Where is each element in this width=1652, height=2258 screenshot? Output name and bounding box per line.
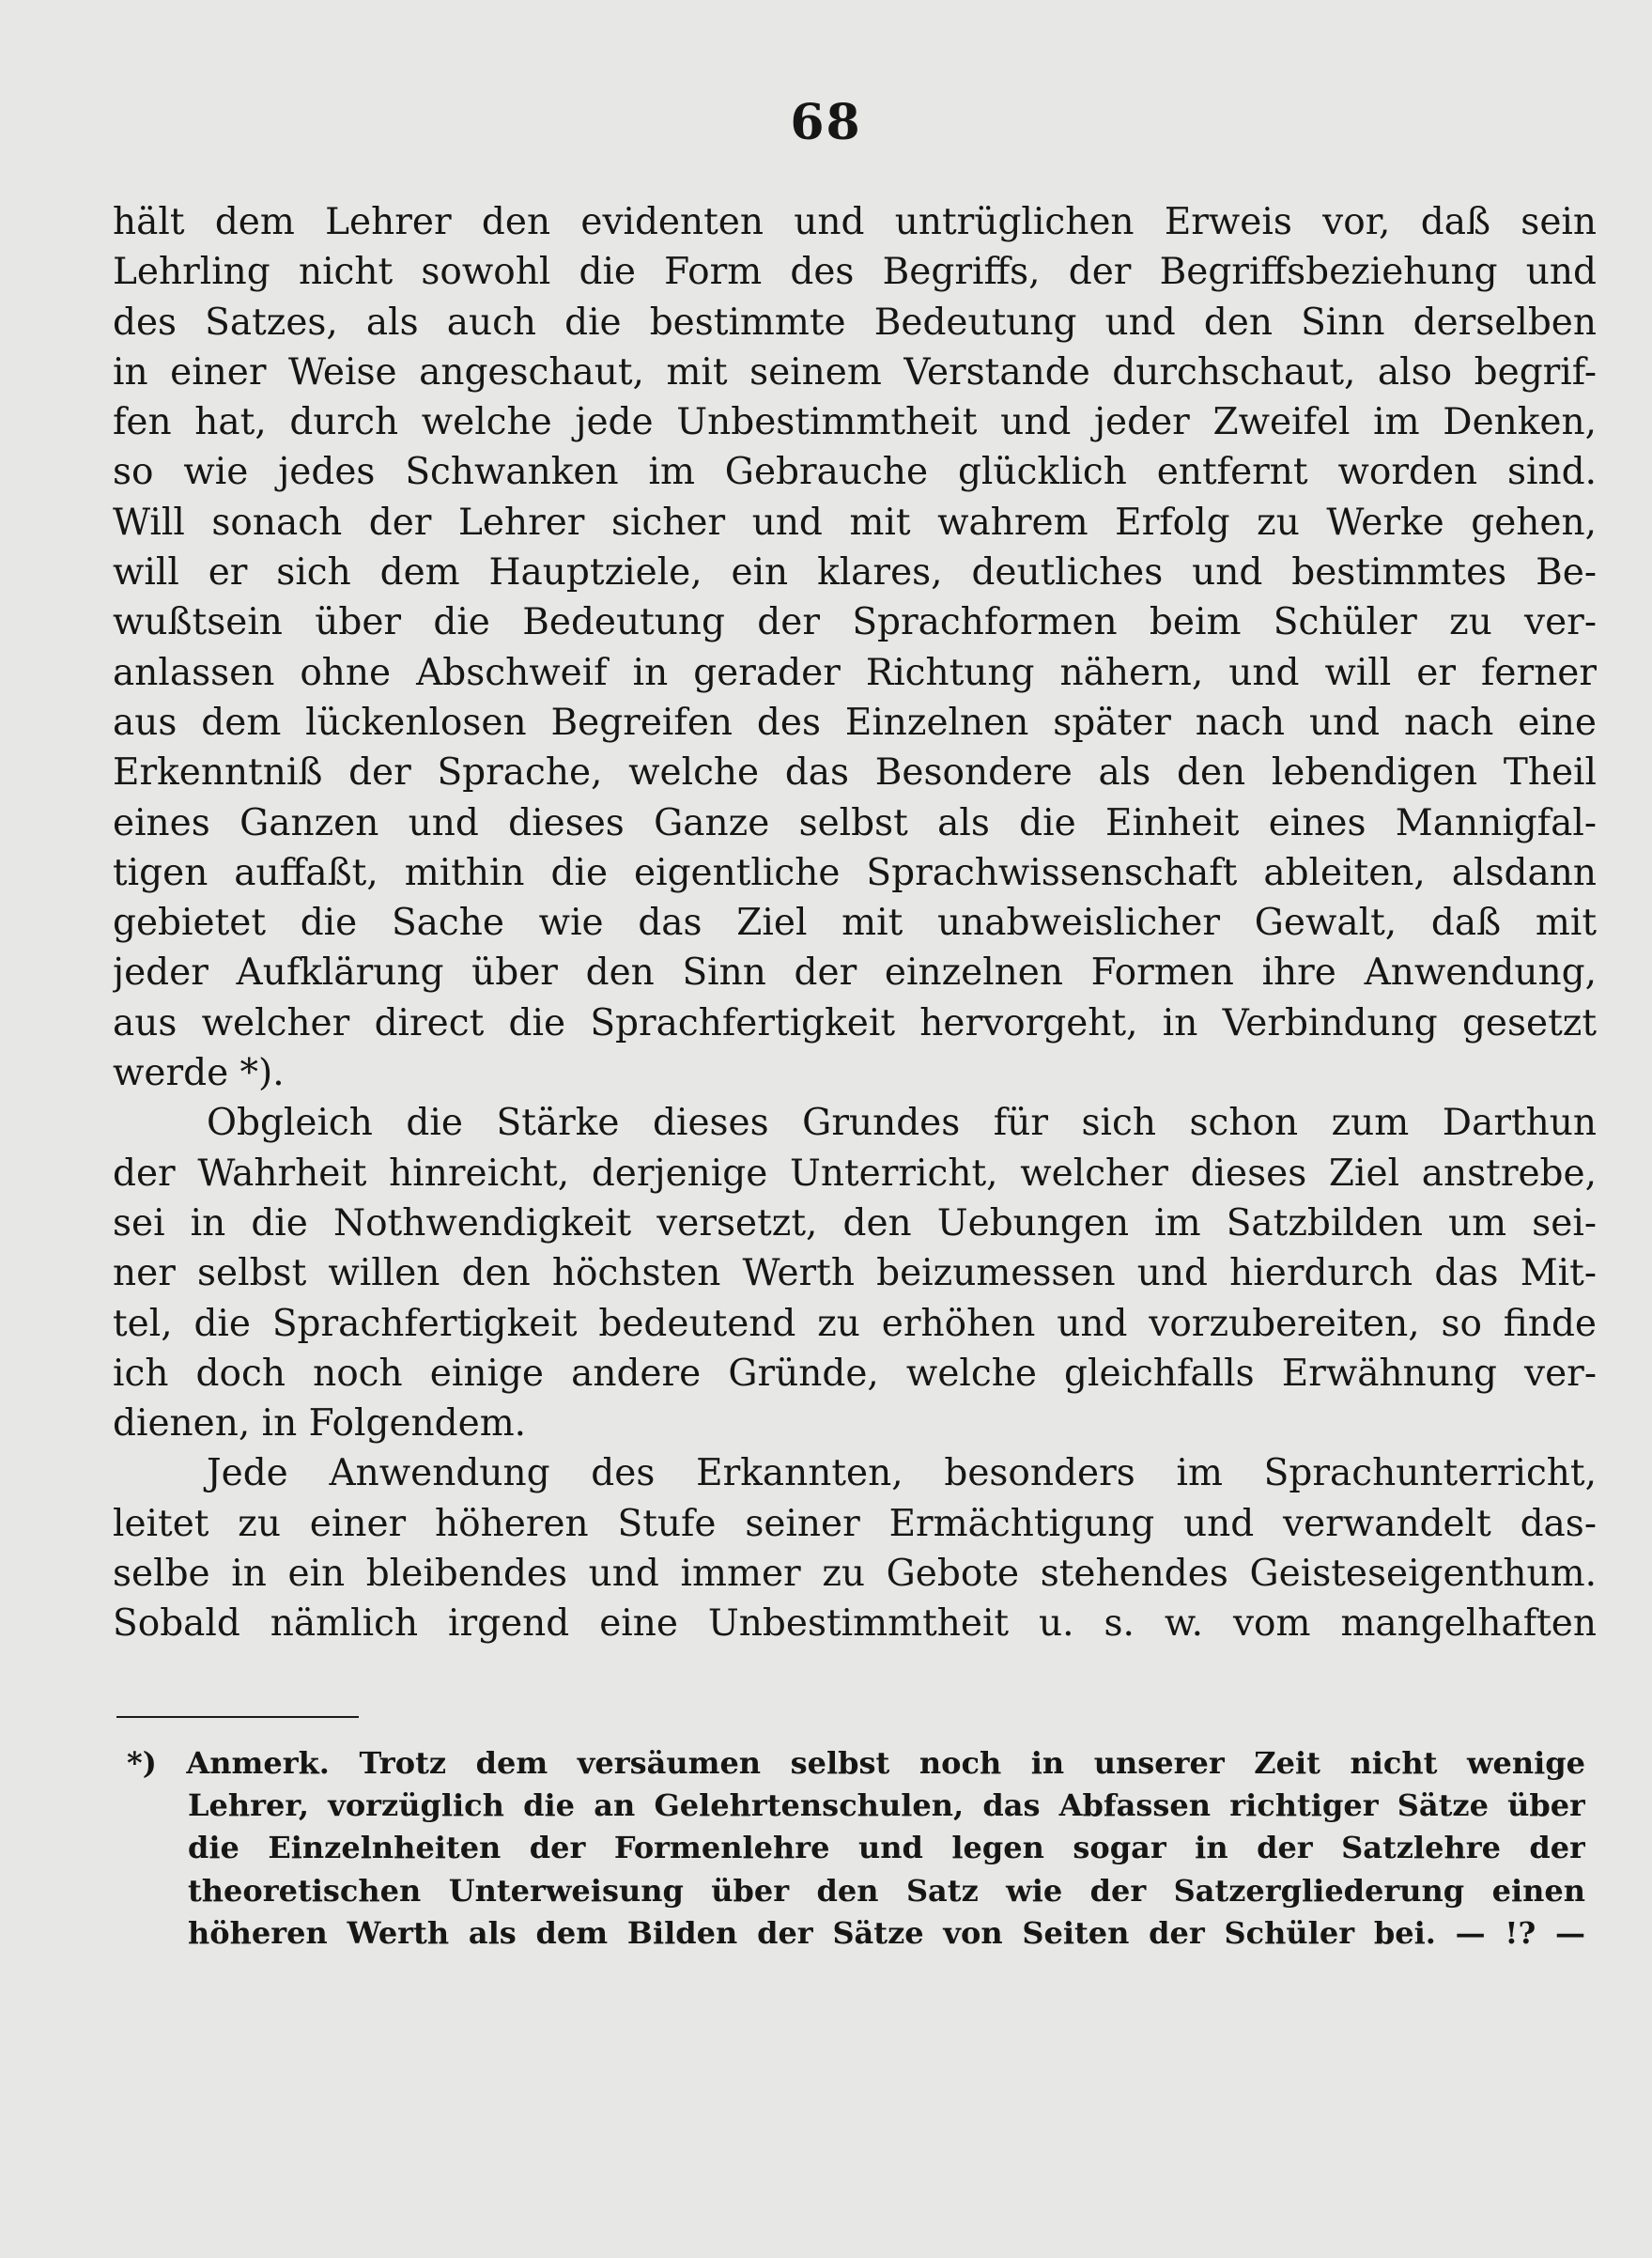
page-number: 68 bbox=[790, 94, 862, 151]
footnote bbox=[127, 1742, 1585, 1955]
text-line: aus welcher direct die Sprachfertigkeit hervorgeht, in Verbindung gesetzt bbox=[113, 1001, 1597, 1044]
footnote-line: die Einzelnheiten der Formenlehre und legen sogar in der Satzlehre der bbox=[188, 1830, 1585, 1866]
text-line: Erkenntniß der Sprache, welche das Besondere als den lebendigen Theil bbox=[113, 751, 1597, 795]
text-line: fen hat, durch welche jede Unbestimmtheit und jeder Zweifel im Denken, bbox=[113, 401, 1597, 444]
text-line: anlassen ohne Abschweif in gerader Richtung nähern, und will er ferner bbox=[113, 651, 1597, 694]
text-line: hält dem Lehrer den evidenten und untrüglichen Erweis vor, daß sein bbox=[113, 201, 1597, 243]
text-line: eines Ganzen und dieses Ganze selbst als die Einheit eines Mannigfal- bbox=[113, 801, 1597, 844]
text-line: des Satzes, als auch die bestimmte Bedeutung und den Sinn derselben bbox=[113, 301, 1597, 344]
text-line-paragraph-start: Obgleich die Stärke dieses Grundes für sich schon zum Darthun bbox=[207, 1102, 1597, 1145]
text-line: wußtsein über die Bedeutung der Sprachformen beim Schüler zu ver- bbox=[113, 601, 1597, 644]
text-line: in einer Weise angeschaut, mit seinem Verstande durchschaut, also begrif- bbox=[113, 350, 1597, 394]
text-line: Sobald nämlich irgend eine Unbestimmtheit u. s. w. vom mangelhaften bbox=[113, 1602, 1597, 1646]
footnote-line: theoretischen Unterweisung über den Satz wie der Satzergliederung einen bbox=[188, 1872, 1585, 1909]
text-line: tel, die Sprachfertigkeit bedeutend zu erhöhen und vorzubereiten, so finde bbox=[113, 1302, 1597, 1345]
footnote-line: *) Anmerk. Trotz dem versäumen selbst noch in unserer Zeit nicht wenige bbox=[127, 1745, 1585, 1781]
text-line: Will sonach der Lehrer sicher und mit wahrem Erfolg zu Werke gehen, bbox=[113, 501, 1597, 544]
text-line: leitet zu einer höheren Stufe seiner Ermächtigung und verwandelt das- bbox=[113, 1502, 1597, 1545]
text-line: sei in die Nothwendigkeit versetzt, den Uebungen im Satzbilden um sei- bbox=[113, 1201, 1597, 1245]
text-line-paragraph-end: dienen, in Folgendem. bbox=[113, 1402, 527, 1446]
text-line: so wie jedes Schwanken im Gebrauche glücklich entfernt worden sind. bbox=[113, 451, 1597, 494]
text-line: jeder Aufklärung über den Sinn der einzelnen Formen ihre Anwendung, bbox=[113, 951, 1597, 995]
footnote-line: höheren Werth als dem Bilden der Sätze von Seiten der Schüler bei. — !? — bbox=[188, 1914, 1585, 1951]
text-line: aus dem lückenlosen Begreifen des Einzelnen später nach und nach eine bbox=[113, 701, 1597, 744]
text-line: will er sich dem Hauptziele, ein klares, deutliches und bestimmtes Be- bbox=[113, 551, 1597, 595]
text-line: ich doch noch einige andere Gründe, welche gleichfalls Erwähnung ver- bbox=[113, 1352, 1597, 1395]
footnote-line: Lehrer, vorzüglich die an Gelehrtenschulen, das Abfassen richtiger Sätze über bbox=[188, 1787, 1585, 1824]
text-line: der Wahrheit hinreicht, derjenige Unterricht, welcher dieses Ziel anstrebe, bbox=[113, 1152, 1597, 1195]
text-line: gebietet die Sache wie das Ziel mit unabweislicher Gewalt, daß mit bbox=[113, 902, 1597, 945]
footnote-divider bbox=[116, 1716, 359, 1718]
text-line: selbe in ein bleibendes und immer zu Gebote stehendes Geisteseigenthum. bbox=[113, 1553, 1597, 1596]
text-line: ner selbst willen den höchsten Werth beizumessen und hierdurch das Mit- bbox=[113, 1252, 1597, 1295]
text-line-paragraph-start: Jede Anwendung des Erkannten, besonders im Sprachunterricht, bbox=[207, 1452, 1597, 1495]
text-line: tigen auffaßt, mithin die eigentliche Sprachwissenschaft ableiten, alsdann bbox=[113, 851, 1597, 894]
text-line-paragraph-end: werde *). bbox=[113, 1052, 285, 1095]
text-line: Lehrling nicht sowohl die Form des Begriffs, der Begriffsbeziehung und bbox=[113, 251, 1597, 294]
body-text bbox=[113, 197, 1597, 1649]
